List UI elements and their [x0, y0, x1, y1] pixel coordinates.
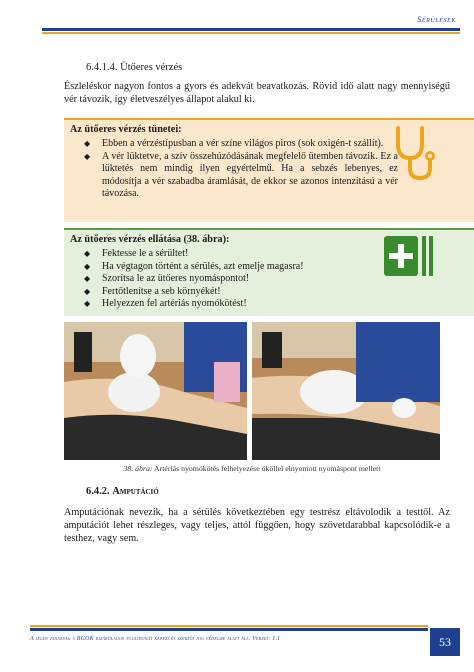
figure-photos	[64, 322, 440, 460]
bullet-icon: ◆	[84, 151, 91, 161]
symptoms-list	[72, 138, 398, 201]
photo-bandage-2	[252, 322, 440, 460]
list-item: ◆ Fertőtlenítse a seb környékét!	[84, 285, 221, 297]
list-item: ◆ Szorítsa le az ütőeres nyomáspontot!	[84, 273, 250, 285]
page-number: 53	[430, 628, 460, 656]
footer-notice: A jelen tananyag a BGOK kizárólagos tulajdonát képezi és szerzői jog védelme alatt áll. Verzió: 1.1	[30, 636, 281, 642]
section2-paragraph: Amputációnak nevezik, ha a sérülés következtében egy testrész eltávolodik a testtől. Az amputációt lehet részleges, vagy teljes, attól függően, hogy szövetdarabbal kapcsolódik-e a testhez, vagy sem.	[64, 507, 450, 544]
list-item: ◆ Ebben a vérzéstípusban a vér színe világos piros (sok oxigén-t szállít).	[84, 138, 384, 149]
footer-rule-blue	[30, 628, 428, 631]
bullet-icon: ◆	[84, 249, 91, 258]
bullet-icon: ◆	[84, 274, 91, 284]
stethoscope-icon	[390, 124, 436, 182]
figure-caption-text: Artériás nyomókötés felhelyezése ököllel elnyomott nyomáspont mellett	[152, 464, 381, 473]
care-box	[64, 228, 474, 316]
care-title: Az ütőeres vérzés ellátása (38. ábra):	[70, 234, 230, 245]
footer-rule-orange	[30, 625, 428, 627]
bullet-icon: ◆	[84, 299, 91, 309]
section-title: 6.4.1.4. Ütőeres vérzés	[86, 62, 183, 73]
symptoms-box	[64, 118, 474, 222]
section2-heading	[86, 486, 159, 497]
list-item: ◆ A vér lüktetve, a szív összehúzódásának megfelelő ütemben távozik. Ez a lüktetés nem mindig ilyen egyértelmű. Ha a sebzés lebenyes, ez módosítja a vér szabadba áramlását, de ekkor se azonos intenzitású a vér távozása.	[84, 150, 398, 200]
section2-number: 6.4.2.	[86, 486, 110, 497]
chapter-title: Sérülések	[417, 14, 456, 24]
figure-number: 38. ábra:	[123, 464, 153, 473]
symptoms-title: Az ütőeres vérzés tünetei:	[70, 124, 182, 135]
first-aid-kit-icon	[384, 236, 434, 276]
header-rule-orange	[42, 32, 460, 34]
bullet-icon: ◆	[84, 261, 91, 271]
list-item: ◆ Ha végtagon történt a sérülés, azt emelje magasra!	[84, 260, 304, 272]
bullet-icon: ◆	[84, 286, 91, 296]
photo-bandage-1	[64, 322, 247, 460]
bullet-icon: ◆	[84, 139, 91, 148]
section2-title: Amputáció	[112, 486, 159, 497]
list-item: ◆ Helyezzen fel artériás nyomókötést!	[84, 298, 247, 310]
care-list	[72, 248, 392, 311]
figure-caption	[64, 464, 440, 473]
intro-paragraph: Észleléskor nagyon fontos a gyors és adekvát beavatkozás. Rövid idő alatt nagy mennyiségű vér távozik, így életveszélyes állapot alakul ki.	[64, 81, 450, 105]
header-rule-blue	[42, 28, 460, 31]
list-item: ◆ Fektesse le a sérültet!	[84, 248, 189, 259]
